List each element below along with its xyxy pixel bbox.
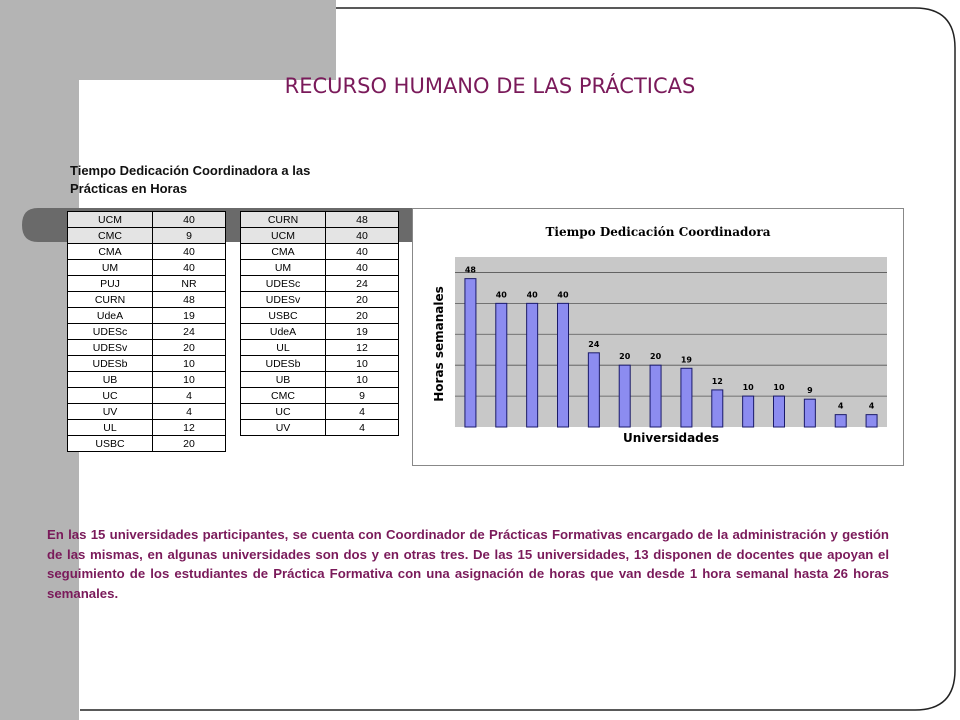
y-axis-label: Horas semanales [432, 286, 446, 402]
hours-cell: 20 [153, 340, 226, 356]
bar-udea [681, 368, 692, 427]
university-cell: UDESc [68, 324, 153, 340]
hours-cell: 9 [153, 228, 226, 244]
right-table-row [241, 308, 399, 324]
hours-cell: 24 [326, 276, 399, 292]
left-table-row [68, 356, 226, 372]
university-cell: UDESb [241, 356, 326, 372]
bar-cma [527, 303, 538, 427]
bar-value-label: 20 [619, 352, 631, 362]
left-table-row [68, 404, 226, 420]
university-cell: UDESv [241, 292, 326, 308]
right-table-row [241, 276, 399, 292]
right-table-row [241, 324, 399, 340]
hours-cell: 4 [153, 404, 226, 420]
university-cell: CMA [241, 244, 326, 260]
bar-udesv [619, 365, 630, 427]
left-table-row [68, 308, 226, 324]
university-cell: CURN [241, 212, 326, 228]
hours-cell: 20 [326, 308, 399, 324]
bar-udesb [743, 396, 754, 427]
hours-cell: 40 [153, 212, 226, 228]
university-cell: UCM [241, 228, 326, 244]
hours-cell: 10 [153, 372, 226, 388]
summary-paragraph: En las 15 universidades participantes, se cuenta con Coordinador de Prácticas Formativas encargado de la administración y gestión de las mismas, en algunas universidades son dos y en otras tres. De las 15 universidades, 13 disponen de docentes que apoyan el seguimiento de los estudiantes de Práctica Formativa con una asignación de horas que van desde 1 hora semanal hasta 26 horas semanales. [47, 527, 889, 601]
university-cell: CURN [68, 292, 153, 308]
university-cell: UCM [68, 212, 153, 228]
university-cell: UL [241, 340, 326, 356]
bar-value-label: 48 [464, 265, 476, 275]
x-axis-label: Universidades [622, 431, 720, 445]
hours-cell: 4 [326, 420, 399, 436]
bar-usbc [650, 365, 661, 427]
right-table-row [241, 260, 399, 276]
right-table-row [241, 212, 399, 228]
hours-cell: 9 [326, 388, 399, 404]
bar-ub [774, 396, 785, 427]
bar-value-label: 10 [773, 383, 785, 393]
left-table-row [68, 436, 226, 452]
left-table-row [68, 244, 226, 260]
left-table-row [68, 292, 226, 308]
bar-value-label: 10 [742, 383, 754, 393]
left-table-row [68, 260, 226, 276]
hours-cell: 10 [326, 356, 399, 372]
right-table-row [241, 388, 399, 404]
university-cell: USBC [68, 436, 153, 452]
university-cell: UC [241, 404, 326, 420]
bar-value-label: 40 [526, 290, 538, 300]
hours-cell: 40 [326, 244, 399, 260]
university-cell: UM [68, 260, 153, 276]
bar-ul [712, 390, 723, 427]
university-cell: UdeA [241, 324, 326, 340]
page-title: RECURSO HUMANO DE LAS PRÁCTICAS [284, 74, 696, 98]
hours-cell: 20 [326, 292, 399, 308]
hours-cell: 4 [153, 388, 226, 404]
bar-value-label: 20 [650, 352, 662, 362]
bar-value-label: 19 [680, 355, 692, 365]
bar-value-label: 40 [495, 290, 507, 300]
bar-value-label: 40 [557, 290, 569, 300]
hours-cell: 10 [153, 356, 226, 372]
university-cell: USBC [241, 308, 326, 324]
hours-cell: NR [153, 276, 226, 292]
bar-cmc [804, 399, 815, 427]
university-cell: UV [241, 420, 326, 436]
university-cell: CMC [241, 388, 326, 404]
left-table-row [68, 228, 226, 244]
bar-value-label: 12 [711, 376, 723, 386]
right-table-row [241, 420, 399, 436]
university-cell: PUJ [68, 276, 153, 292]
hours-cell: 24 [153, 324, 226, 340]
right-table-row [241, 228, 399, 244]
hours-cell: 12 [153, 420, 226, 436]
bar-chart [413, 209, 903, 465]
university-cell: UL [68, 420, 153, 436]
university-cell: CMC [68, 228, 153, 244]
university-cell: UV [68, 404, 153, 420]
left-table-row [68, 340, 226, 356]
university-cell: UB [68, 372, 153, 388]
plot-area [455, 257, 887, 427]
bar-chart-panel [412, 208, 904, 466]
university-cell: UdeA [68, 308, 153, 324]
right-table-row [241, 340, 399, 356]
hours-cell: 4 [326, 404, 399, 420]
bar-udesc [588, 353, 599, 427]
left-table-row [68, 324, 226, 340]
hours-cell: 19 [153, 308, 226, 324]
university-cell: UDESc [241, 276, 326, 292]
left-table-row [68, 212, 226, 228]
right-table-row [241, 356, 399, 372]
hours-cell: 19 [326, 324, 399, 340]
hours-cell: 40 [326, 260, 399, 276]
bar-ucm [496, 303, 507, 427]
left-table-row [68, 420, 226, 436]
bar-um [558, 303, 569, 427]
hours-cell: 10 [326, 372, 399, 388]
right-table-row [241, 292, 399, 308]
hours-cell: 12 [326, 340, 399, 356]
hours-table-original [67, 211, 226, 452]
hours-cell: 48 [326, 212, 399, 228]
right-table-row [241, 404, 399, 420]
chart-title: Tiempo Dedicación Coordinadora [545, 225, 771, 239]
left-table-row [68, 372, 226, 388]
right-table-row [241, 244, 399, 260]
left-table-row [68, 388, 226, 404]
top-left-block [0, 0, 336, 80]
bar-uv [866, 415, 877, 427]
bar-value-label: 24 [588, 339, 600, 349]
hours-table-sorted [240, 211, 399, 436]
university-cell: UDESb [68, 356, 153, 372]
university-cell: UDESv [68, 340, 153, 356]
university-cell: CMA [68, 244, 153, 260]
bar-value-label: 4 [837, 401, 844, 411]
bar-uc [835, 415, 846, 427]
bar-value-label: 4 [868, 401, 875, 411]
hours-cell: 40 [153, 260, 226, 276]
left-table-row [68, 276, 226, 292]
hours-cell: 40 [326, 228, 399, 244]
right-table-row [241, 372, 399, 388]
hours-cell: 20 [153, 436, 226, 452]
hours-cell: 40 [153, 244, 226, 260]
university-cell: UC [68, 388, 153, 404]
university-cell: UB [241, 372, 326, 388]
bar-value-label: 9 [807, 386, 813, 396]
university-cell: UM [241, 260, 326, 276]
table-subtitle: Tiempo Dedicación Coordinadora a las Prácticas en Horas [70, 163, 311, 196]
hours-cell: 48 [153, 292, 226, 308]
bar-curn [465, 279, 476, 427]
